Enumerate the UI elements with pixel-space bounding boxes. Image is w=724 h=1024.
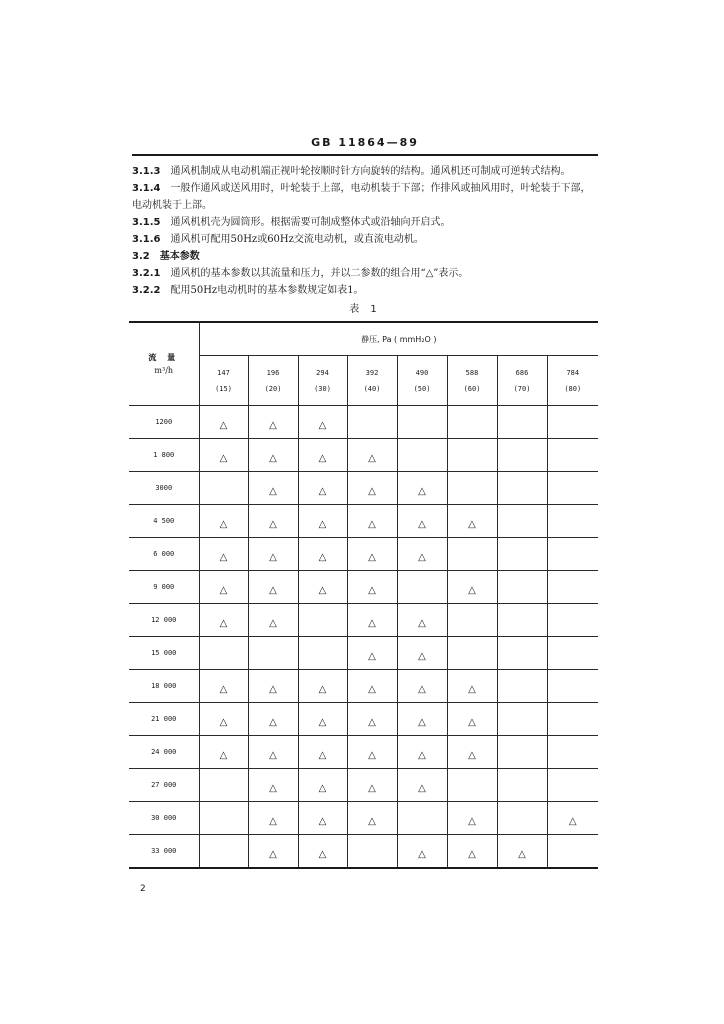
table-cell [298, 406, 347, 439]
table-row [129, 670, 598, 703]
pressure-column-header [497, 356, 547, 406]
table-cell [497, 802, 547, 835]
table-cell [347, 802, 397, 835]
table-cell [347, 769, 397, 802]
table-cell [447, 637, 497, 670]
table-cell [347, 604, 397, 637]
pressure-mmh2o: (80) [564, 384, 582, 393]
table-cell [447, 835, 497, 869]
flow-header [129, 322, 199, 406]
pressure-header: 静压, Pa ( mmH₂O ) [199, 322, 598, 356]
table-row [129, 571, 598, 604]
paragraph-text: 通风机的基本参数以其流量和压力，并以二参数的组合用“△”表示。 [170, 268, 469, 279]
pressure-column-header [298, 356, 347, 406]
triangle-mark: △ [418, 749, 426, 761]
table-cell [248, 439, 298, 472]
table-cell [199, 571, 248, 604]
document-header: GB 11864—89 [311, 136, 419, 149]
table-cell [347, 505, 397, 538]
triangle-mark: △ [269, 815, 277, 827]
triangle-mark: △ [269, 452, 277, 464]
triangle-mark: △ [269, 683, 277, 695]
table-cell [298, 571, 347, 604]
table-cell [497, 505, 547, 538]
triangle-mark: △ [318, 584, 327, 596]
section-number: 3.2.2 [132, 285, 161, 296]
triangle-mark: △ [468, 716, 476, 728]
table-cell [397, 637, 447, 670]
paragraph-text: 通风机制成从电动机端正视叶轮按顺时针方向旋转的结构。通风机还可制成可逆转式结构。 [170, 166, 571, 177]
table-cell [347, 670, 397, 703]
table-cell [447, 406, 497, 439]
triangle-mark: △ [318, 749, 327, 761]
table-cell [447, 703, 497, 736]
table-cell [298, 637, 347, 670]
triangle-mark: △ [269, 518, 277, 530]
table-cell [248, 538, 298, 571]
triangle-mark: △ [219, 551, 228, 563]
table-cell [397, 406, 447, 439]
paragraph [132, 265, 598, 282]
table-cell [248, 472, 298, 505]
table-caption: 表 1 [349, 304, 381, 315]
pressure-column-header [347, 356, 397, 406]
table-cell [347, 571, 397, 604]
table-cell [547, 835, 598, 869]
table-cell [248, 604, 298, 637]
table-cell [298, 538, 347, 571]
table-cell [497, 703, 547, 736]
table-cell [547, 604, 598, 637]
table-cell [397, 703, 447, 736]
triangle-mark: △ [418, 716, 426, 728]
table-row [129, 538, 598, 571]
pressure-column-header [199, 356, 248, 406]
triangle-mark: △ [318, 452, 327, 464]
table-cell [547, 703, 598, 736]
triangle-mark: △ [269, 749, 277, 761]
triangle-mark: △ [418, 617, 426, 629]
triangle-mark: △ [318, 782, 327, 794]
triangle-mark: △ [468, 518, 476, 530]
pressure-mmh2o: (20) [264, 384, 282, 393]
pressure-values-row [129, 356, 598, 406]
triangle-mark: △ [219, 518, 228, 530]
flow-value: 3000 [129, 472, 199, 505]
triangle-mark: △ [269, 848, 277, 860]
triangle-mark: △ [368, 584, 376, 596]
table-cell [298, 439, 347, 472]
flow-value: 30 000 [129, 802, 199, 835]
table-cell [447, 439, 497, 472]
table-cell [397, 802, 447, 835]
table-cell [298, 703, 347, 736]
triangle-mark: △ [368, 617, 376, 629]
table-cell [447, 505, 497, 538]
table-cell [547, 406, 598, 439]
triangle-mark: △ [368, 518, 376, 530]
table-cell [547, 802, 598, 835]
flow-value: 1 800 [129, 439, 199, 472]
flow-value: 6 000 [129, 538, 199, 571]
table-cell [447, 538, 497, 571]
paragraph [132, 214, 598, 231]
section-number: 3.1.5 [132, 217, 161, 228]
pressure-mmh2o: (50) [413, 384, 431, 393]
table-cell [347, 637, 397, 670]
flow-label: 流 量 [148, 352, 180, 362]
triangle-mark: △ [219, 617, 228, 629]
triangle-mark: △ [418, 782, 426, 794]
table-cell [347, 703, 397, 736]
triangle-mark: △ [418, 518, 426, 530]
paragraph-text: 通风机可配用50Hz或60Hz交流电动机，或直流电动机。 [170, 234, 424, 245]
table-cell [199, 670, 248, 703]
table-cell [347, 472, 397, 505]
flow-value: 9 000 [129, 571, 199, 604]
table-cell [397, 604, 447, 637]
table-cell [298, 835, 347, 869]
table-cell [199, 604, 248, 637]
triangle-mark: △ [468, 584, 476, 596]
triangle-mark: △ [269, 584, 277, 596]
table-cell [447, 802, 497, 835]
pressure-pa: 392 [365, 368, 379, 377]
table-cell [447, 736, 497, 769]
table-cell [497, 637, 547, 670]
table-cell [298, 670, 347, 703]
triangle-mark: △ [219, 452, 228, 464]
table-cell [497, 538, 547, 571]
table-row [129, 472, 598, 505]
triangle-mark: △ [269, 617, 277, 629]
table-cell [547, 571, 598, 604]
pressure-pa: 686 [515, 368, 529, 377]
pressure-mmh2o: (30) [314, 384, 331, 393]
triangle-mark: △ [269, 782, 277, 794]
table-cell [199, 439, 248, 472]
flow-value: 24 000 [129, 736, 199, 769]
table-cell [497, 736, 547, 769]
triangle-mark: △ [418, 650, 426, 662]
table-cell [347, 439, 397, 472]
table-cell [547, 769, 598, 802]
pressure-pa: 147 [217, 368, 230, 377]
table-cell [397, 769, 447, 802]
table-cell [497, 406, 547, 439]
table-cell [248, 769, 298, 802]
triangle-mark: △ [368, 452, 376, 464]
table-cell [199, 769, 248, 802]
table-cell [447, 571, 497, 604]
triangle-mark: △ [468, 749, 476, 761]
table-cell [199, 637, 248, 670]
table-cell [447, 604, 497, 637]
table-cell [199, 505, 248, 538]
paragraph [132, 231, 598, 248]
table-cell [298, 505, 347, 538]
table-cell [298, 736, 347, 769]
triangle-mark: △ [318, 683, 327, 695]
table-cell [248, 703, 298, 736]
triangle-mark: △ [318, 815, 327, 827]
triangle-mark: △ [368, 650, 376, 662]
table-cell [298, 802, 347, 835]
table-cell [497, 439, 547, 472]
table-cell [547, 538, 598, 571]
pressure-mmh2o: (70) [513, 384, 531, 393]
table-row [129, 835, 598, 869]
triangle-mark: △ [418, 485, 426, 497]
table-cell [547, 670, 598, 703]
table-cell [248, 406, 298, 439]
triangle-mark: △ [318, 485, 327, 497]
paragraph [132, 248, 598, 265]
triangle-mark: △ [269, 485, 277, 497]
triangle-mark: △ [368, 815, 376, 827]
triangle-mark: △ [318, 518, 327, 530]
triangle-mark: △ [318, 716, 327, 728]
table-cell [347, 835, 397, 869]
table-row [129, 505, 598, 538]
flow-value: 12 000 [129, 604, 199, 637]
triangle-mark: △ [318, 848, 327, 860]
paragraph-text: 基本参数 [159, 251, 200, 262]
triangle-mark: △ [368, 485, 376, 497]
parameter-table [129, 321, 598, 869]
section-number: 3.1.3 [132, 166, 161, 177]
triangle-mark: △ [219, 716, 228, 728]
flow-value: 18 000 [129, 670, 199, 703]
section-number: 3.1.4 [132, 183, 161, 194]
triangle-mark: △ [368, 551, 376, 563]
flow-value: 21 000 [129, 703, 199, 736]
table-cell [547, 505, 598, 538]
triangle-mark: △ [269, 716, 277, 728]
table-cell [199, 472, 248, 505]
table-cell [547, 736, 598, 769]
table-row [129, 406, 598, 439]
triangle-mark: △ [368, 782, 376, 794]
flow-value: 33 000 [129, 835, 199, 869]
table-cell [199, 736, 248, 769]
triangle-mark: △ [468, 683, 476, 695]
table-cell [447, 670, 497, 703]
paragraph [132, 180, 598, 214]
flow-value: 15 000 [129, 637, 199, 670]
pressure-column-header [547, 356, 598, 406]
pressure-pa: 588 [465, 368, 479, 377]
table-row [129, 637, 598, 670]
table-cell [199, 703, 248, 736]
table-cell [347, 406, 397, 439]
table-cell [497, 571, 547, 604]
table-cell [447, 769, 497, 802]
triangle-mark: △ [468, 815, 476, 827]
table-row [129, 604, 598, 637]
triangle-mark: △ [418, 683, 426, 695]
table-cell [248, 736, 298, 769]
table-cell [248, 802, 298, 835]
pressure-pa: 784 [566, 368, 580, 377]
table-cell [547, 637, 598, 670]
flow-unit: m³/h [154, 366, 174, 375]
pressure-column-header [447, 356, 497, 406]
table-cell [347, 736, 397, 769]
triangle-mark: △ [269, 551, 277, 563]
table-cell [397, 670, 447, 703]
table-cell [497, 670, 547, 703]
pressure-pa: 490 [415, 368, 429, 377]
table-body [129, 406, 598, 869]
table-cell [397, 472, 447, 505]
pressure-mmh2o: (40) [363, 384, 381, 393]
table-cell [298, 769, 347, 802]
table-cell [497, 604, 547, 637]
triangle-mark: △ [219, 419, 228, 431]
triangle-mark: △ [318, 551, 327, 563]
table-row [129, 802, 598, 835]
table-cell [199, 538, 248, 571]
table-row [129, 769, 598, 802]
table-row [129, 703, 598, 736]
table-cell [447, 472, 497, 505]
table-cell [248, 670, 298, 703]
paragraph-text: 一般作通风或送风用时，叶轮装于上部，电动机装于下部；作排风或抽风用时，叶轮装于下部，电动机装于上部。 [132, 183, 591, 211]
paragraph-text: 通风机机壳为圆筒形。根据需要可制成整体式或沿轴向开启式。 [170, 217, 451, 228]
triangle-mark: △ [269, 419, 277, 431]
section-number: 3.2.1 [132, 268, 161, 279]
pressure-column-header [248, 356, 298, 406]
table-cell [497, 472, 547, 505]
table-cell [397, 505, 447, 538]
header-rule [132, 154, 598, 156]
table-cell [397, 571, 447, 604]
table-row [129, 736, 598, 769]
table-cell [547, 439, 598, 472]
table-cell [497, 769, 547, 802]
pressure-pa: 294 [316, 368, 329, 377]
table-cell [248, 835, 298, 869]
paragraph-text: 配用50Hz电动机时的基本参数规定如表1。 [170, 285, 364, 296]
flow-value: 1200 [129, 406, 199, 439]
table-cell [397, 736, 447, 769]
table-cell [199, 835, 248, 869]
table-cell [298, 472, 347, 505]
pressure-mmh2o: (15) [215, 384, 232, 393]
pressure-mmh2o: (60) [463, 384, 481, 393]
table-cell [248, 637, 298, 670]
section-number: 3.2 [132, 251, 150, 262]
table-cell [199, 406, 248, 439]
triangle-mark: △ [219, 683, 228, 695]
triangle-mark: △ [418, 848, 426, 860]
paragraph [132, 282, 598, 299]
pressure-pa: 196 [266, 368, 280, 377]
table-cell [397, 538, 447, 571]
triangle-mark: △ [368, 683, 376, 695]
triangle-mark: △ [318, 419, 327, 431]
paragraph [132, 163, 598, 180]
table-cell [347, 538, 397, 571]
table-row [129, 439, 598, 472]
triangle-mark: △ [518, 848, 526, 860]
page-number: 2 [140, 884, 146, 894]
flow-value: 27 000 [129, 769, 199, 802]
table-cell [397, 835, 447, 869]
triangle-mark: △ [568, 815, 577, 827]
triangle-mark: △ [219, 584, 228, 596]
triangle-mark: △ [368, 749, 376, 761]
triangle-mark: △ [418, 551, 426, 563]
table-cell [397, 439, 447, 472]
triangle-mark: △ [368, 716, 376, 728]
table-cell [248, 505, 298, 538]
table-cell [199, 802, 248, 835]
table-cell [248, 571, 298, 604]
table-cell [497, 835, 547, 869]
table-cell [547, 472, 598, 505]
triangle-mark: △ [468, 848, 476, 860]
table-cell [298, 604, 347, 637]
flow-value: 4 500 [129, 505, 199, 538]
triangle-mark: △ [219, 749, 228, 761]
section-number: 3.1.6 [132, 234, 161, 245]
pressure-column-header [397, 356, 447, 406]
